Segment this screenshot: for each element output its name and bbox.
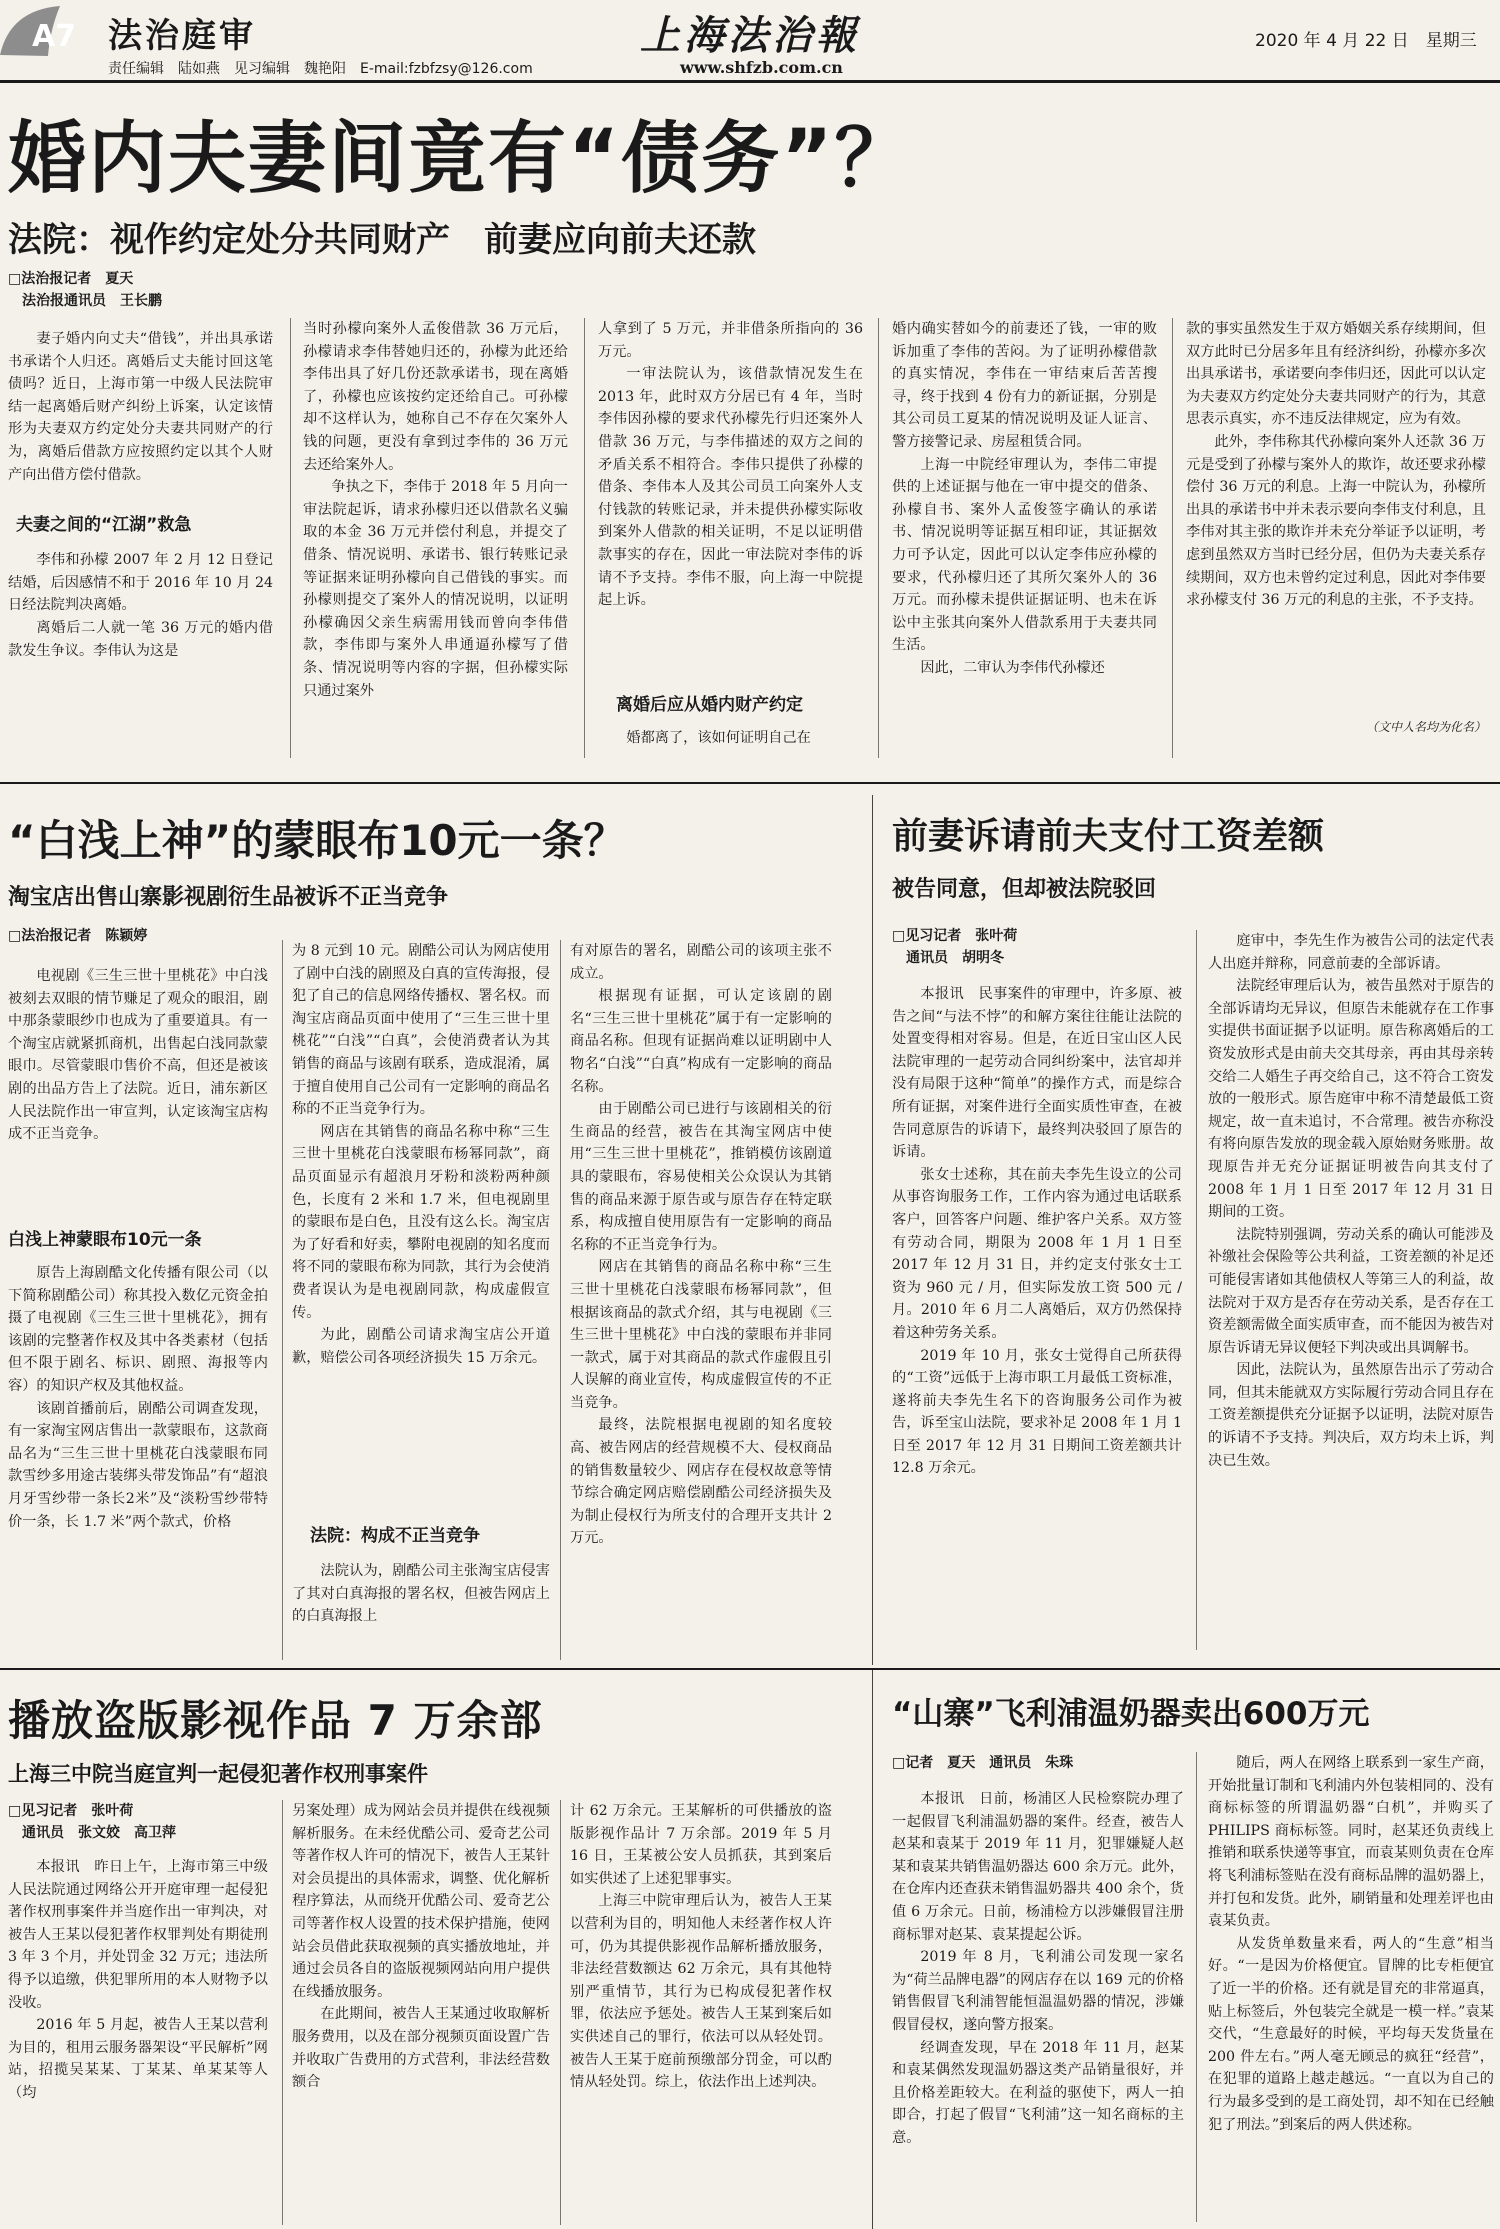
- article5-byline: □记者 夏天 通讯员 朱珠: [892, 1755, 1074, 1771]
- paragraph: 法院认为，剧酷公司主张淘宝店侵害了其对白真海报的署名权，但被告网店上的白真海报上: [292, 1563, 550, 1625]
- paragraph: 2019 年 8 月，飞利浦公司发现一家名为“荷兰品牌电器”的网店存在以 169 元的价格销售假冒飞利浦智能恒温温奶器的情况，涉嫌假冒侵权，遂向警方报案。: [892, 1949, 1184, 2033]
- paragraph: 有对原告的署名，剧酷公司的该项主张不成立。: [570, 943, 832, 982]
- paragraph: 根据现有证据，可认定该剧的剧名“三生三世十里桃花”属于有一定影响的商品名称。但现有证据尚难以证明剧中人物名“白浅”“白真”构成有一定影响的商品名称。: [570, 988, 832, 1095]
- column-divider: [282, 1800, 283, 2225]
- paragraph: 从发货单数量来看，两人的“生意”相当好。“一是因为价格便宜。冒牌的比专柜便宜了近一半的价格。还有就是冒充的非常逼真，贴上标签后，外包装完全就是一模一样。”袁某交代，“生意最好的时候，平均每天发货量在 200 件左右。”两人毫无顾忌的疯狂“经营”，在犯罪的道路上越走越远。“一直以为自己的行为最多受到的是工商处罚，却不知在已经触犯了刑法。”到案后的两人供述称。: [1208, 1935, 1494, 2133]
- paragraph: 网店在其销售的商品名称中称“三生三世十里桃花白浅蒙眼布杨幂同款”，但根据该商品的款式介绍，其与电视剧《三生三世十里桃花》中白浅的蒙眼布并非同一款式，属于对其商品的款式作虚假且引人误解的商业宣传，构成虚假宣传的不正当竞争。: [570, 1259, 832, 1411]
- column-divider: [282, 940, 283, 1660]
- paragraph: 庭审中，李先生作为被告公司的法定代表人出庭并辩称，同意前妻的全部诉请。: [1208, 933, 1494, 972]
- article2-headline: “白浅上神”的蒙眼布10元一条？: [8, 816, 626, 865]
- article5-headline: “山寨”飞利浦温奶器卖出600万元: [892, 1696, 1370, 1732]
- article5-column-2: [1208, 1752, 1494, 2224]
- section-divider: [872, 795, 873, 1665]
- section-rule: [872, 1668, 1500, 1670]
- article3-byline: □见习记者 张叶荷 通讯员 胡明冬: [892, 928, 1018, 966]
- paragraph: 款的事实虽然发生于双方婚姻关系存续期间，但双方此时已分居多年且有经济纠纷，孙檬亦多次出具承诺书，承诺要向李伟归还，因此可以认定为夫妻双方约定处分夫妻共同财产的行为，其意思表示真实，亦不违反法律规定，应为有效。: [1186, 321, 1486, 428]
- article2-subheadline: 淘宝店出售山寨影视剧衍生品被诉不正当竞争: [8, 885, 449, 910]
- paragraph: 2016 年 5 月起，被告人王某以营利为目的，租用云服务器架设“平民解析”网站，招揽吴某某、丁某某、单某某等人（均: [8, 2017, 268, 2101]
- paragraph: 最终，法院根据电视剧的知名度较高、被告网店的经营规模不大、侵权商品的销售数量较少、网店存在侵权故意等情节综合确定网店赔偿剧酷公司经济损失及为制止侵权行为所支付的合理开支共计 2 万元。: [570, 1417, 832, 1547]
- paragraph: 李伟和孙檬 2007 年 2 月 12 日登记结婚，后因感情不和于 2016 年 10 月 24 日经法院判决离婚。: [8, 552, 273, 614]
- paragraph: 原告上海剧酷文化传播有限公司（以下简称剧酷公司）称其投入数亿元资金拍摄了电视剧《三生三世十里桃花》，拥有该剧的完整著作权及其中各类素材（包括但不限于剧名、标识、剧照、海报等内容）的知识产权及其他权益。: [8, 1265, 268, 1394]
- paragraph: 法院特别强调，劳动关系的确认可能涉及补缴社会保险等公共利益，工资差额的补足还可能侵害诸如其他债权人等第三人的利益，故法院对于双方是否存在劳动关系，是否存在工资差额需做全面实质审查，而不能因为被告对原告诉请无异议便轻下判决或出具调解书。: [1208, 1226, 1494, 1356]
- paragraph: 上海三中院审理后认为，被告人王某以营利为目的，明知他人未经著作权人许可，仍为其提供影视作品解析播放服务，非法经营数额达 62 万余元，具有其他特别严重情节，其行为已构成侵犯著作权罪，依法应予惩处。被告人王某到案后如实供述自己的罪行，依法可以从轻处罚。被告人王某于庭前预缴部分罚金，可以酌情从轻处罚。综上，依法作出上述判决。: [570, 1893, 832, 2091]
- column-divider: [1172, 318, 1173, 758]
- paragraph: 一审法院认为，该借款情况发生在 2013 年，此时双方分居已有 4 年，当时李伟因孙檬的要求代孙檬先行归还案外人借款 36 万元，与李伟描述的双方之间的矛盾关系不相符合。李伟只提供了孙檬的借条、李伟本人及其公司员工向案外人支付钱款的转账记录，并未提供孙檬实际收到案外人借款的相关证明，不足以证明借款事实的存在，因此一审法院对李伟的诉请不予支持。李伟不服，向上海一中院提起上诉。: [598, 366, 863, 609]
- article4-column-1: [8, 1800, 268, 2226]
- paragraph: 为 8 元到 10 元。剧酷公司认为网店使用了剧中白浅的剧照及白真的宣传海报，侵犯了自己的信息网络传播权、署名权。而淘宝店商品页面中使用了“三生三世十里桃花”“白浅”“白真”，会使消费者认为其销售的商品与该剧有联系，造成混淆，属于擅自使用自己公司有一定影响的商品名称的不正当竞争行为。: [292, 943, 550, 1118]
- paragraph: 本报讯 民事案件的审理中，许多原、被告之间“与法不悖”的和解方案往往能让法院的处置变得相对容易。但是，在近日宝山区人民法院审理的一起劳动合同纠纷案中，法官却并没有局限于这种“简单”的操作方式，而是综合所有证据，对案件进行全面实质性审查，在被告同意原告的诉请下，最终判决驳回了原告的诉请。: [892, 986, 1182, 1161]
- website-url: www.shfzb.com.cn: [680, 58, 843, 77]
- article2-column-1: [8, 925, 268, 1677]
- paragraph: 上海一中院经审理认为，李伟二审提供的上述证据与他在一审中提交的借条、孙檬自书、案外人孟俊签字确认的承诺书、情况说明等证据互相印证，其证据效力可予认定，因此可以认定李伟应孙檬的要求，代孙檬归还了其所欠案外人的 36 万元。而孙檬未提供证据证明、也未在诉讼中主张其向案外人借款系用于夫妻共同生活。: [892, 456, 1157, 654]
- article3-subheadline: 被告同意，但却被法院驳回: [892, 877, 1157, 902]
- article1-note: （文中人名均为化名）: [1365, 720, 1486, 734]
- paragraph: 在此期间，被告人王某通过收取解析服务费用，以及在部分视频页面设置广告并收取广告费用的方式营利，非法经营数额合: [292, 2006, 550, 2091]
- article1-headline: 婚内夫妻间竟有“债务”？: [8, 114, 915, 204]
- paragraph: 本报讯 日前，杨浦区人民检察院办理了一起假冒飞利浦温奶器的案件。经查，被告人赵某和袁某于 2019 年 11 月，犯罪嫌疑人赵某和袁某共销售温奶器达 600 余万元。此外，在仓库内还查获未销售温奶器共 400 余个，货值 6 万余元。日前，杨浦检方以涉嫌假冒注册商标罪对赵某、袁某提起公诉。: [892, 1791, 1184, 1943]
- article1-column-5: [1186, 318, 1486, 735]
- article4-column-3: [570, 1800, 832, 2225]
- section-rule: [0, 782, 1500, 784]
- paragraph: 另案处理）成为网站会员并提供在线视频解析服务。在未经优酷公司、爱奇艺公司等著作权人许可的情况下，被告人王某针对会员提出的具体需求，调整、优化解析程序算法，从而绕开优酷公司、爱奇艺公司等著作权人设置的技术保护措施，使网站会员借此获取视频的真实播放地址，并通过会员各自的盗版视频网站向用户提供在线播放服务。: [292, 1803, 550, 2000]
- article2-column-3: [570, 940, 832, 1660]
- article3-column-2: [1208, 930, 1494, 1640]
- paragraph: 妻子婚内向丈夫“借钱”，并出具承诺书承诺个人归还。离婚后丈夫能讨回这笔债吗？近日，上海市第一中级人民法院审结一起离婚后财产纠纷上诉案，认定该情形为夫妻双方约定处分夫妻共同财产的行为，离婚后借款方应按照约定以其个人财产向出借方偿付借款。: [8, 331, 273, 483]
- paragraph: 为此，剧酷公司请求淘宝店公开道歉，赔偿公司各项经济损失 15 万余元。: [292, 1327, 550, 1366]
- article2-byline: □法治报记者 陈颖婷: [8, 928, 148, 944]
- editors-line: 责任编辑 陆如燕 见习编辑 魏艳阳 E-mail:fzbfzsy@126.com: [108, 61, 533, 77]
- paragraph: 该剧首播前后，剧酷公司调查发现，有一家淘宝网店售出一款蒙眼布，这款商品名为“三生三世十里桃花白浅蒙眼布同款雪纱多用途古装绑头带发饰品”有“超浪月牙雪纱带一条长2米”及“淡粉雪纱带特价一条，长 1.7 米”两个款式，价格: [8, 1400, 268, 1530]
- paragraph: 因此，二审认为李伟代孙檬还: [920, 659, 1105, 676]
- paragraph: 离婚后二人就一笔 36 万元的婚内借款发生争议。李伟认为这是: [8, 619, 273, 659]
- paragraph: 争执之下，李伟于 2018 年 5 月向一审法院起诉，请求孙檬归还以借款名义骗取的本金 36 万元并偿付利息，并提交了借条、情况说明、承诺书、银行转账记录等证据来证明孙檬向自己借钱的事实。而孙檬则提交了案外人的情况说明，以证明孙檬确因父亲生病需用钱而曾向李伟借款，李伟即与案外人串通逼孙檬写了借条、情况说明等内容的字据，但孙檬实际只通过案外: [303, 479, 568, 699]
- paragraph: 计 62 万余元。王某解析的可供播放的盗版影视作品计 7 万余部。2019 年 5 月 16 日，王某被公安人员抓获，其到案后如实供述了上述犯罪事实。: [570, 1803, 832, 1887]
- article1-subheadline: 法院：视作约定处分共同财产 前妻应向前夫还款: [8, 220, 756, 260]
- paragraph: 2019 年 10 月，张女士觉得自己所获得的“工资”远低于上海市职工月最低工资标准，遂将前夫李先生名下的咨询服务公司作为被告，诉至宝山法院，要求补足 2008 年 1 月 1 日至 2017 年 12 月 31 日期间工资差额共计 12.8 万余元。: [892, 1347, 1182, 1477]
- column-divider: [878, 318, 879, 758]
- column-divider: [560, 940, 561, 1660]
- paragraph: 法院经审理后认为，被告虽然对于原告的全部诉请均无异议，但原告未能就存在工作事实提供书面证据予以证明。原告称离婚后的工资发放形式是由前夫交其母亲，再由其母亲转交给二人婚生子再交给自己，这不符合工资发放的一般形式。原告庭审中称不清楚最低工资规定，故一直未追讨，不合常理。被告亦称没有将向原告发放的现金载入原始财务账册。故现原告并无充分证据证明被告向其支付了 2008 年 1 月 1 日至 2017 年 12 月 31 日期间的工资。: [1208, 978, 1494, 1221]
- article1-subhead-1: 夫妻之间的“江湖”救急: [16, 515, 192, 536]
- article3-column-1: [892, 925, 1182, 1643]
- paragraph: 网店在其销售的商品名称中称“三生三世十里桃花白浅蒙眼布杨幂同款”，商品页面显示有超浪月牙粉和淡粉两种颜色，长度有 2 米和 1.7 米，但电视剧里的蒙眼布是白色，且没有这么长。淘宝店为了好看和好卖，攀附电视剧的知名度而将不同的蒙眼布称为同款，其行为会使消费者误认为是电视剧同款，构成虚假宣传。: [292, 1123, 550, 1321]
- paragraph: 婚内确实替如今的前妻还了钱，一审的败诉加重了李伟的苦闷。为了证明孙檬借款的真实情况，李伟在一审结束后苦苦搜寻，终于找到 4 份有力的新证据，分别是其公司员工夏某的情况说明及证人证言、警方接警记录、房屋租赁合同。: [892, 321, 1157, 450]
- article4-subheadline: 上海三中院当庭宣判一起侵犯著作权刑事案件: [8, 1762, 428, 1786]
- article4-byline: □见习记者 张叶荷 通讯员 张文姣 高卫萍: [8, 1803, 176, 1841]
- section-title: 法治庭审: [108, 16, 256, 56]
- page-number-badge: [0, 0, 95, 64]
- paragraph: 由于剧酷公司已进行与该剧相关的衍生商品的经营，被告在其淘宝网店中使用“三生三世十里桃花”，推销模仿该剧道具的蒙眼布，容易使相关公众误认为其销售的商品来源于原告或与原告存在特定联系，构成擅自使用原告有一定影响的商品名称的不正当竞争行为。: [570, 1101, 832, 1253]
- article1-subhead-2: 离婚后应从婚内财产约定: [616, 695, 803, 715]
- article1-byline: □法治报记者 夏天 法治报通讯员 王长鹏: [8, 271, 162, 309]
- article1-column-3: [598, 318, 863, 750]
- column-divider: [1196, 930, 1197, 1650]
- article5-column-1: [892, 1752, 1184, 2223]
- article1-column-2: [303, 318, 568, 758]
- paragraph: 经调查发现，早在 2018 年 11 月，赵某和袁某偶然发现温奶器这类产品销量很好，并且价格差距较大。在利益的驱使下，两人一拍即合，打起了假冒“飞利浦”这一知名商标的主意。: [892, 2039, 1184, 2146]
- article4-column-2: [292, 1800, 550, 2225]
- newspaper-logo: 上海法治報: [640, 12, 860, 59]
- column-divider: [584, 318, 585, 758]
- paragraph: 张女士述称，其在前夫李先生设立的公司从事咨询服务工作，工作内容为通过电话联系客户，回答客户问题、维护客户关系。双方签有劳动合同，期限为 2008 年 1 月 1 日至 2017 年 12 月 31 日，并约定支付张女士工资为 960 元 / 月，但实际发放工资 500 元 / 月。2010 年 6 月二人离婚后，双方仍然保持着这种劳务关系。: [892, 1166, 1182, 1341]
- page-number: A7: [32, 19, 77, 54]
- paragraph: 本报讯 昨日上午，上海市第三中级人民法院通过网络公开开庭审理一起侵犯著作权刑事案件并当庭作出一审判决，对被告人王某以侵犯著作权罪判处有期徒刑 3 年 3 个月，并处罚金 32 万元；违法所得予以追缴，供犯罪所用的本人财物予以没收。: [8, 1859, 268, 2011]
- article2-column-2: [292, 940, 550, 1652]
- paragraph: 当时孙檬向案外人孟俊借款 36 万元后，孙檬请求李伟替她归还的，孙檬为此还给李伟出具了好几份还款承诺书，现在离婚了，孙檬也应该按约定还给自己。可孙檬却不这样认为，她称自己不存在欠案外人钱的问题，更没有拿到过李伟的 36 万元去还给案外人。: [303, 321, 568, 473]
- paragraph: 因此，法院认为，虽然原告出示了劳动合同，但其未能就双方实际履行劳动合同且存在工资差额提供充分证据予以证明，法院对原告的诉请不予支持。判决后，双方均未上诉，判决已生效。: [1208, 1362, 1494, 1469]
- column-divider: [1196, 1752, 1197, 2222]
- article3-headline: 前妻诉请前夫支付工资差额: [892, 816, 1325, 857]
- article1-column-1: [8, 268, 273, 709]
- paragraph: 人拿到了 5 万元，并非借条所指向的 36 万元。: [598, 321, 863, 360]
- column-divider: [290, 318, 291, 758]
- paragraph: 此外，李伟称其代孙檬向案外人还款 36 万元是受到了孙檬与案外人的欺诈，故还要求孙檬偿付 36 万元的利息。上海一中院认为，孙檬所出具的承诺书中并未表示要向李伟支付利息，且李伟对其主张的欺诈并未充分举证予以证明，考虑到虽然双方当时已经分居，但仍为夫妻关系存续期间，双方也未曾约定过利息，因此对李伟要求孙檬支付 36 万元的利息的主张，不予支持。: [1186, 433, 1486, 609]
- paragraph: 随后，两人在网络上联系到一家生产商，开始批量订制和飞利浦内外包装相同的、没有商标标签的所谓温奶器“白机”，并购买了 PHILIPS 商标标签。同时，赵某还负责线上推销和联系快递等事宜，而袁某则负责在仓库将飞利浦标签贴在没有商标品牌的温奶器上，并打包和发货。此外，刷销量和处理差评也由袁某负责。: [1208, 1755, 1494, 1930]
- section-divider: [872, 1670, 873, 2229]
- issue-date: 2020 年 4 月 22 日 星期三: [1255, 31, 1477, 51]
- column-divider: [560, 1800, 561, 2225]
- article1-column-4: [892, 318, 1157, 758]
- article2-subhead-1: 白浅上神蒙眼布10元一条: [8, 1230, 202, 1250]
- paragraph: 电视剧《三生三世十里桃花》中白浅被刻去双眼的情节赚足了观众的眼泪，剧中那条蒙眼纱巾也成为了重要道具。有一个淘宝店就紧抓商机，出售起白浅同款蒙眼巾。尽管蒙眼巾售价不高，但还是被该剧的出品方告上了法院。近日，浦东新区人民法院作出一审宣判，认定该淘宝店构成不正当竞争。: [8, 968, 268, 1143]
- paragraph: 婚都离了，该如何证明自己在: [626, 730, 811, 746]
- article2-subhead-2: 法院：构成不正当竞争: [310, 1526, 480, 1546]
- section-rule: [0, 1668, 872, 1670]
- masthead-rule: [0, 80, 1500, 83]
- article4-headline: 播放盗版影视作品 7 万余部: [8, 1696, 543, 1745]
